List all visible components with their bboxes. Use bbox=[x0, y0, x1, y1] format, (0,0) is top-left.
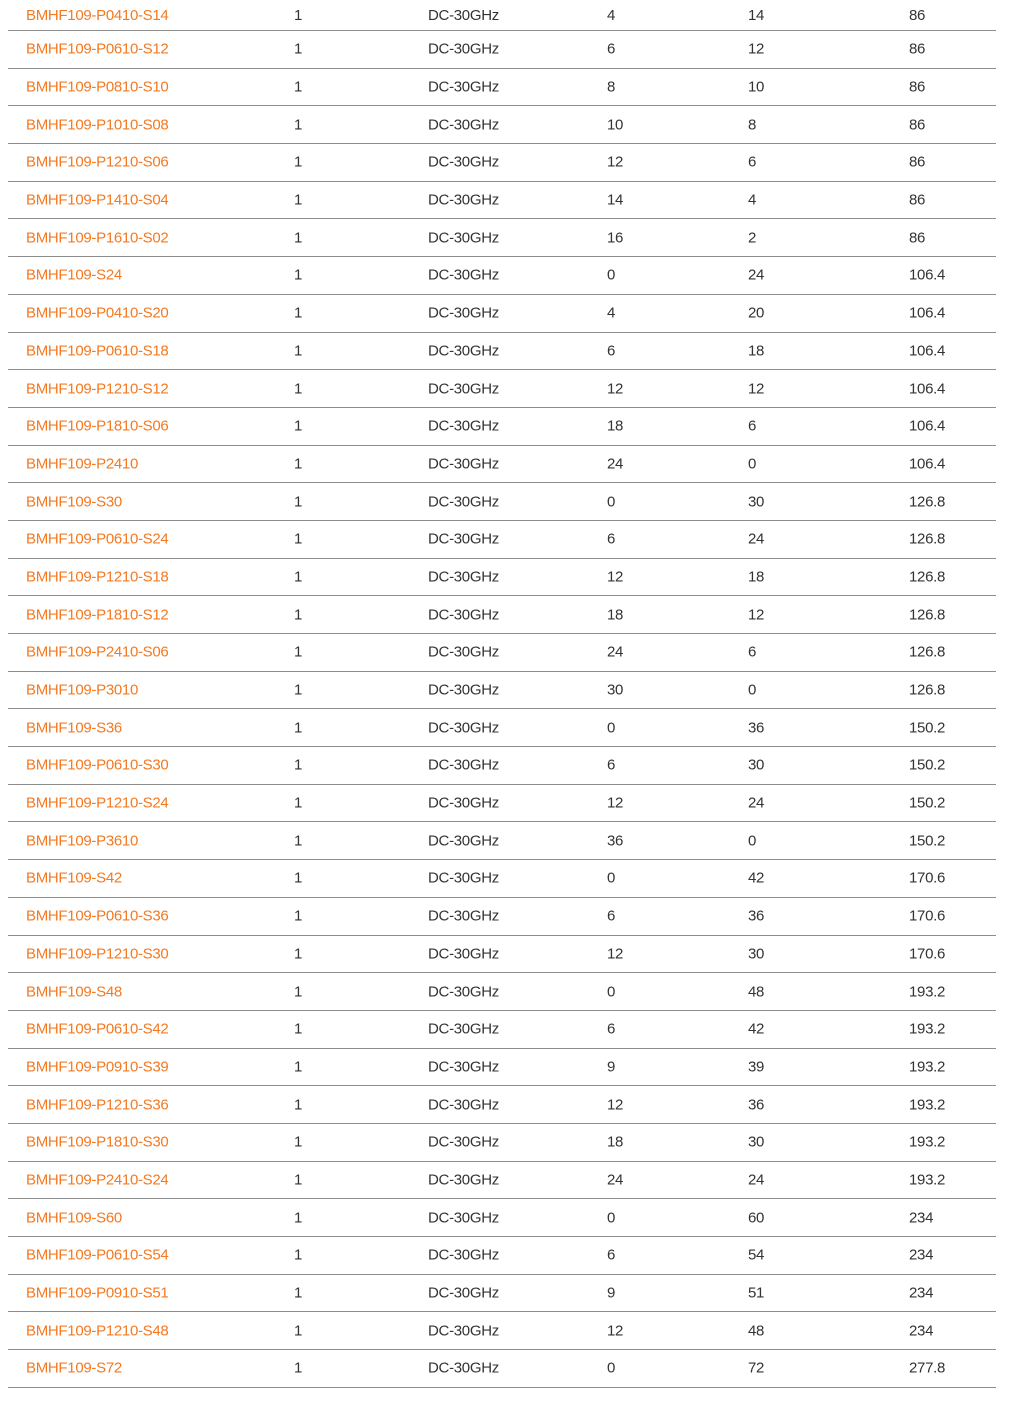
table-row bbox=[8, 370, 996, 408]
quantity-cell: 1 bbox=[294, 229, 303, 247]
table-row bbox=[8, 31, 996, 69]
table-row bbox=[8, 1350, 996, 1388]
power-pins-cell: 24 bbox=[607, 1171, 624, 1189]
signal-pins-cell: 6 bbox=[748, 417, 757, 435]
power-pins-cell: 0 bbox=[607, 493, 616, 511]
table-row bbox=[8, 408, 996, 446]
quantity-cell: 1 bbox=[294, 983, 303, 1001]
table-row bbox=[8, 257, 996, 295]
length-cell: 193.2 bbox=[909, 1171, 946, 1189]
length-cell: 126.8 bbox=[909, 643, 946, 661]
signal-pins-cell: 4 bbox=[748, 191, 757, 209]
quantity-cell: 1 bbox=[294, 907, 303, 925]
model-link[interactable]: BMHF109-P1810-S06 bbox=[26, 417, 169, 435]
power-pins-cell: 12 bbox=[607, 794, 624, 812]
quantity-cell: 1 bbox=[294, 832, 303, 850]
length-cell: 170.6 bbox=[909, 945, 946, 963]
quantity-cell: 1 bbox=[294, 869, 303, 887]
model-link[interactable]: BMHF109-S42 bbox=[26, 869, 122, 887]
model-link[interactable]: BMHF109-P0410-S20 bbox=[26, 304, 169, 322]
model-link[interactable]: BMHF109-P1810-S30 bbox=[26, 1133, 169, 1151]
model-link[interactable]: BMHF109-P1210-S18 bbox=[26, 568, 169, 586]
frequency-cell: DC-30GHz bbox=[428, 1322, 499, 1340]
power-pins-cell: 0 bbox=[607, 1359, 616, 1377]
model-link[interactable]: BMHF109-P0610-S18 bbox=[26, 342, 169, 360]
model-link[interactable]: BMHF109-P0610-S24 bbox=[26, 530, 169, 548]
model-link[interactable]: BMHF109-P0910-S39 bbox=[26, 1058, 169, 1076]
signal-pins-cell: 24 bbox=[748, 530, 765, 548]
signal-pins-cell: 51 bbox=[748, 1284, 765, 1302]
frequency-cell: DC-30GHz bbox=[428, 719, 499, 737]
power-pins-cell: 6 bbox=[607, 1246, 616, 1264]
power-pins-cell: 30 bbox=[607, 681, 624, 699]
length-cell: 234 bbox=[909, 1322, 934, 1340]
quantity-cell: 1 bbox=[294, 304, 303, 322]
model-link[interactable]: BMHF109-P2410-S24 bbox=[26, 1171, 169, 1189]
power-pins-cell: 12 bbox=[607, 153, 624, 171]
quantity-cell: 1 bbox=[294, 7, 303, 24]
quantity-cell: 1 bbox=[294, 794, 303, 812]
power-pins-cell: 12 bbox=[607, 568, 624, 586]
length-cell: 106.4 bbox=[909, 266, 946, 284]
table-row bbox=[8, 1237, 996, 1275]
frequency-cell: DC-30GHz bbox=[428, 78, 499, 96]
frequency-cell: DC-30GHz bbox=[428, 794, 499, 812]
length-cell: 106.4 bbox=[909, 417, 946, 435]
power-pins-cell: 0 bbox=[607, 869, 616, 887]
model-link[interactable]: BMHF109-P2410 bbox=[26, 455, 138, 473]
quantity-cell: 1 bbox=[294, 1322, 303, 1340]
table-row bbox=[8, 182, 996, 220]
table-row bbox=[8, 295, 996, 333]
power-pins-cell: 0 bbox=[607, 719, 616, 737]
table-row bbox=[8, 219, 996, 257]
quantity-cell: 1 bbox=[294, 756, 303, 774]
table-row bbox=[8, 1312, 996, 1350]
power-pins-cell: 16 bbox=[607, 229, 624, 247]
signal-pins-cell: 0 bbox=[748, 681, 757, 699]
model-link[interactable]: BMHF109-P1610-S02 bbox=[26, 229, 169, 247]
quantity-cell: 1 bbox=[294, 1096, 303, 1114]
signal-pins-cell: 18 bbox=[748, 342, 765, 360]
table-row bbox=[8, 709, 996, 747]
power-pins-cell: 6 bbox=[607, 530, 616, 548]
signal-pins-cell: 12 bbox=[748, 606, 765, 624]
model-link[interactable]: BMHF109-S72 bbox=[26, 1359, 122, 1377]
quantity-cell: 1 bbox=[294, 606, 303, 624]
power-pins-cell: 6 bbox=[607, 342, 616, 360]
quantity-cell: 1 bbox=[294, 417, 303, 435]
frequency-cell: DC-30GHz bbox=[428, 1096, 499, 1114]
quantity-cell: 1 bbox=[294, 380, 303, 398]
signal-pins-cell: 24 bbox=[748, 1171, 765, 1189]
model-link[interactable]: BMHF109-S36 bbox=[26, 719, 122, 737]
signal-pins-cell: 36 bbox=[748, 1096, 765, 1114]
table-row bbox=[8, 747, 996, 785]
frequency-cell: DC-30GHz bbox=[428, 417, 499, 435]
model-link[interactable]: BMHF109-P1210-S30 bbox=[26, 945, 169, 963]
model-link[interactable]: BMHF109-P0610-S42 bbox=[26, 1020, 169, 1038]
power-pins-cell: 4 bbox=[607, 304, 616, 322]
frequency-cell: DC-30GHz bbox=[428, 304, 499, 322]
length-cell: 234 bbox=[909, 1246, 934, 1264]
signal-pins-cell: 20 bbox=[748, 304, 765, 322]
table-row bbox=[8, 1199, 996, 1237]
model-link[interactable]: BMHF109-P3610 bbox=[26, 832, 138, 850]
quantity-cell: 1 bbox=[294, 945, 303, 963]
power-pins-cell: 4 bbox=[607, 7, 616, 24]
table-row bbox=[8, 898, 996, 936]
frequency-cell: DC-30GHz bbox=[428, 342, 499, 360]
signal-pins-cell: 24 bbox=[748, 266, 765, 284]
quantity-cell: 1 bbox=[294, 455, 303, 473]
signal-pins-cell: 10 bbox=[748, 78, 765, 96]
signal-pins-cell: 30 bbox=[748, 1133, 765, 1151]
frequency-cell: DC-30GHz bbox=[428, 869, 499, 887]
power-pins-cell: 18 bbox=[607, 417, 624, 435]
signal-pins-cell: 72 bbox=[748, 1359, 765, 1377]
quantity-cell: 1 bbox=[294, 1246, 303, 1264]
frequency-cell: DC-30GHz bbox=[428, 266, 499, 284]
length-cell: 193.2 bbox=[909, 1058, 946, 1076]
model-link[interactable]: BMHF109-P0610-S30 bbox=[26, 756, 169, 774]
table-row bbox=[8, 333, 996, 371]
table-row bbox=[8, 1275, 996, 1313]
table-row bbox=[8, 822, 996, 860]
length-cell: 126.8 bbox=[909, 530, 946, 548]
signal-pins-cell: 0 bbox=[748, 455, 757, 473]
length-cell: 193.2 bbox=[909, 1020, 946, 1038]
power-pins-cell: 6 bbox=[607, 40, 616, 58]
frequency-cell: DC-30GHz bbox=[428, 1209, 499, 1227]
signal-pins-cell: 36 bbox=[748, 907, 765, 925]
table-row bbox=[8, 1011, 996, 1049]
frequency-cell: DC-30GHz bbox=[428, 983, 499, 1001]
quantity-cell: 1 bbox=[294, 1171, 303, 1189]
model-link[interactable]: BMHF109-P1010-S08 bbox=[26, 116, 169, 134]
signal-pins-cell: 6 bbox=[748, 153, 757, 171]
table-row bbox=[8, 69, 996, 107]
power-pins-cell: 12 bbox=[607, 380, 624, 398]
model-link[interactable]: BMHF109-P0610-S54 bbox=[26, 1246, 169, 1264]
frequency-cell: DC-30GHz bbox=[428, 1359, 499, 1377]
table-row bbox=[8, 1049, 996, 1087]
frequency-cell: DC-30GHz bbox=[428, 756, 499, 774]
table-row bbox=[8, 672, 996, 710]
length-cell: 106.4 bbox=[909, 380, 946, 398]
frequency-cell: DC-30GHz bbox=[428, 832, 499, 850]
power-pins-cell: 9 bbox=[607, 1284, 616, 1302]
quantity-cell: 1 bbox=[294, 719, 303, 737]
table-row bbox=[8, 483, 996, 521]
signal-pins-cell: 39 bbox=[748, 1058, 765, 1076]
model-link[interactable]: BMHF109-S48 bbox=[26, 983, 122, 1001]
model-link[interactable]: BMHF109-P1210-S48 bbox=[26, 1322, 169, 1340]
frequency-cell: DC-30GHz bbox=[428, 191, 499, 209]
power-pins-cell: 6 bbox=[607, 1020, 616, 1038]
signal-pins-cell: 54 bbox=[748, 1246, 765, 1264]
quantity-cell: 1 bbox=[294, 1133, 303, 1151]
length-cell: 277.8 bbox=[909, 1359, 946, 1377]
model-link[interactable]: BMHF109-P0610-S12 bbox=[26, 40, 169, 58]
length-cell: 126.8 bbox=[909, 681, 946, 699]
table-row bbox=[8, 1124, 996, 1162]
signal-pins-cell: 18 bbox=[748, 568, 765, 586]
length-cell: 86 bbox=[909, 229, 926, 247]
model-link[interactable]: BMHF109-S24 bbox=[26, 266, 122, 284]
power-pins-cell: 9 bbox=[607, 1058, 616, 1076]
frequency-cell: DC-30GHz bbox=[428, 681, 499, 699]
length-cell: 126.8 bbox=[909, 568, 946, 586]
quantity-cell: 1 bbox=[294, 1058, 303, 1076]
signal-pins-cell: 14 bbox=[748, 7, 765, 24]
frequency-cell: DC-30GHz bbox=[428, 907, 499, 925]
length-cell: 193.2 bbox=[909, 983, 946, 1001]
length-cell: 86 bbox=[909, 40, 926, 58]
length-cell: 106.4 bbox=[909, 455, 946, 473]
length-cell: 106.4 bbox=[909, 304, 946, 322]
signal-pins-cell: 6 bbox=[748, 643, 757, 661]
power-pins-cell: 12 bbox=[607, 945, 624, 963]
signal-pins-cell: 24 bbox=[748, 794, 765, 812]
power-pins-cell: 8 bbox=[607, 78, 616, 96]
length-cell: 170.6 bbox=[909, 907, 946, 925]
power-pins-cell: 12 bbox=[607, 1096, 624, 1114]
table-row bbox=[8, 860, 996, 898]
table-row bbox=[8, 1162, 996, 1200]
power-pins-cell: 0 bbox=[607, 983, 616, 1001]
signal-pins-cell: 60 bbox=[748, 1209, 765, 1227]
table-row bbox=[8, 559, 996, 597]
length-cell: 126.8 bbox=[909, 606, 946, 624]
frequency-cell: DC-30GHz bbox=[428, 153, 499, 171]
signal-pins-cell: 42 bbox=[748, 869, 765, 887]
length-cell: 234 bbox=[909, 1284, 934, 1302]
power-pins-cell: 0 bbox=[607, 266, 616, 284]
signal-pins-cell: 8 bbox=[748, 116, 757, 134]
length-cell: 106.4 bbox=[909, 342, 946, 360]
quantity-cell: 1 bbox=[294, 643, 303, 661]
table-row bbox=[8, 1086, 996, 1124]
length-cell: 193.2 bbox=[909, 1133, 946, 1151]
length-cell: 150.2 bbox=[909, 756, 946, 774]
frequency-cell: DC-30GHz bbox=[428, 380, 499, 398]
frequency-cell: DC-30GHz bbox=[428, 945, 499, 963]
length-cell: 150.2 bbox=[909, 832, 946, 850]
quantity-cell: 1 bbox=[294, 342, 303, 360]
frequency-cell: DC-30GHz bbox=[428, 7, 499, 24]
frequency-cell: DC-30GHz bbox=[428, 116, 499, 134]
length-cell: 86 bbox=[909, 7, 926, 24]
signal-pins-cell: 12 bbox=[748, 40, 765, 58]
signal-pins-cell: 42 bbox=[748, 1020, 765, 1038]
signal-pins-cell: 48 bbox=[748, 1322, 765, 1340]
signal-pins-cell: 30 bbox=[748, 756, 765, 774]
quantity-cell: 1 bbox=[294, 266, 303, 284]
frequency-cell: DC-30GHz bbox=[428, 1020, 499, 1038]
quantity-cell: 1 bbox=[294, 1209, 303, 1227]
quantity-cell: 1 bbox=[294, 153, 303, 171]
signal-pins-cell: 30 bbox=[748, 493, 765, 511]
power-pins-cell: 12 bbox=[607, 1322, 624, 1340]
model-link[interactable]: BMHF109-P1210-S12 bbox=[26, 380, 169, 398]
power-pins-cell: 0 bbox=[607, 1209, 616, 1227]
quantity-cell: 1 bbox=[294, 40, 303, 58]
quantity-cell: 1 bbox=[294, 78, 303, 96]
length-cell: 193.2 bbox=[909, 1096, 946, 1114]
frequency-cell: DC-30GHz bbox=[428, 568, 499, 586]
power-pins-cell: 6 bbox=[607, 756, 616, 774]
table-row bbox=[8, 0, 996, 31]
length-cell: 150.2 bbox=[909, 719, 946, 737]
quantity-cell: 1 bbox=[294, 191, 303, 209]
frequency-cell: DC-30GHz bbox=[428, 530, 499, 548]
power-pins-cell: 24 bbox=[607, 455, 624, 473]
frequency-cell: DC-30GHz bbox=[428, 40, 499, 58]
signal-pins-cell: 12 bbox=[748, 380, 765, 398]
table-row bbox=[8, 106, 996, 144]
power-pins-cell: 14 bbox=[607, 191, 624, 209]
frequency-cell: DC-30GHz bbox=[428, 1171, 499, 1189]
power-pins-cell: 36 bbox=[607, 832, 624, 850]
power-pins-cell: 18 bbox=[607, 606, 624, 624]
length-cell: 150.2 bbox=[909, 794, 946, 812]
model-link[interactable]: BMHF109-P0610-S36 bbox=[26, 907, 169, 925]
model-link[interactable]: BMHF109-P2410-S06 bbox=[26, 643, 169, 661]
signal-pins-cell: 2 bbox=[748, 229, 757, 247]
frequency-cell: DC-30GHz bbox=[428, 1284, 499, 1302]
quantity-cell: 1 bbox=[294, 493, 303, 511]
model-link[interactable]: BMHF109-P1210-S24 bbox=[26, 794, 169, 812]
frequency-cell: DC-30GHz bbox=[428, 229, 499, 247]
frequency-cell: DC-30GHz bbox=[428, 493, 499, 511]
table-row bbox=[8, 521, 996, 559]
table-row bbox=[8, 973, 996, 1011]
signal-pins-cell: 0 bbox=[748, 832, 757, 850]
frequency-cell: DC-30GHz bbox=[428, 1058, 499, 1076]
model-link[interactable]: BMHF109-P3010 bbox=[26, 681, 138, 699]
model-link[interactable]: BMHF109-S60 bbox=[26, 1209, 122, 1227]
model-link[interactable]: BMHF109-P1810-S12 bbox=[26, 606, 169, 624]
power-pins-cell: 24 bbox=[607, 643, 624, 661]
quantity-cell: 1 bbox=[294, 1284, 303, 1302]
length-cell: 234 bbox=[909, 1209, 934, 1227]
frequency-cell: DC-30GHz bbox=[428, 643, 499, 661]
quantity-cell: 1 bbox=[294, 1359, 303, 1377]
table-row bbox=[8, 144, 996, 182]
model-link[interactable]: BMHF109-P0910-S51 bbox=[26, 1284, 169, 1302]
signal-pins-cell: 30 bbox=[748, 945, 765, 963]
frequency-cell: DC-30GHz bbox=[428, 606, 499, 624]
model-link[interactable]: BMHF109-S30 bbox=[26, 493, 122, 511]
signal-pins-cell: 48 bbox=[748, 983, 765, 1001]
quantity-cell: 1 bbox=[294, 568, 303, 586]
length-cell: 86 bbox=[909, 78, 926, 96]
model-link[interactable]: BMHF109-P1210-S36 bbox=[26, 1096, 169, 1114]
quantity-cell: 1 bbox=[294, 681, 303, 699]
power-pins-cell: 6 bbox=[607, 907, 616, 925]
power-pins-cell: 18 bbox=[607, 1133, 624, 1151]
frequency-cell: DC-30GHz bbox=[428, 1246, 499, 1264]
quantity-cell: 1 bbox=[294, 116, 303, 134]
length-cell: 170.6 bbox=[909, 869, 946, 887]
model-link[interactable]: BMHF109-P1210-S06 bbox=[26, 153, 169, 171]
frequency-cell: DC-30GHz bbox=[428, 1133, 499, 1151]
table-row bbox=[8, 634, 996, 672]
quantity-cell: 1 bbox=[294, 1020, 303, 1038]
length-cell: 86 bbox=[909, 191, 926, 209]
model-link[interactable]: BMHF109-P0810-S10 bbox=[26, 78, 169, 96]
quantity-cell: 1 bbox=[294, 530, 303, 548]
length-cell: 86 bbox=[909, 153, 926, 171]
frequency-cell: DC-30GHz bbox=[428, 455, 499, 473]
table-row bbox=[8, 936, 996, 974]
model-link[interactable]: BMHF109-P1410-S04 bbox=[26, 191, 169, 209]
signal-pins-cell: 36 bbox=[748, 719, 765, 737]
length-cell: 86 bbox=[909, 116, 926, 134]
power-pins-cell: 10 bbox=[607, 116, 624, 134]
model-link[interactable]: BMHF109-P0410-S14 bbox=[26, 7, 169, 24]
length-cell: 126.8 bbox=[909, 493, 946, 511]
table-row bbox=[8, 785, 996, 823]
table-row bbox=[8, 446, 996, 484]
table-row bbox=[8, 596, 996, 634]
